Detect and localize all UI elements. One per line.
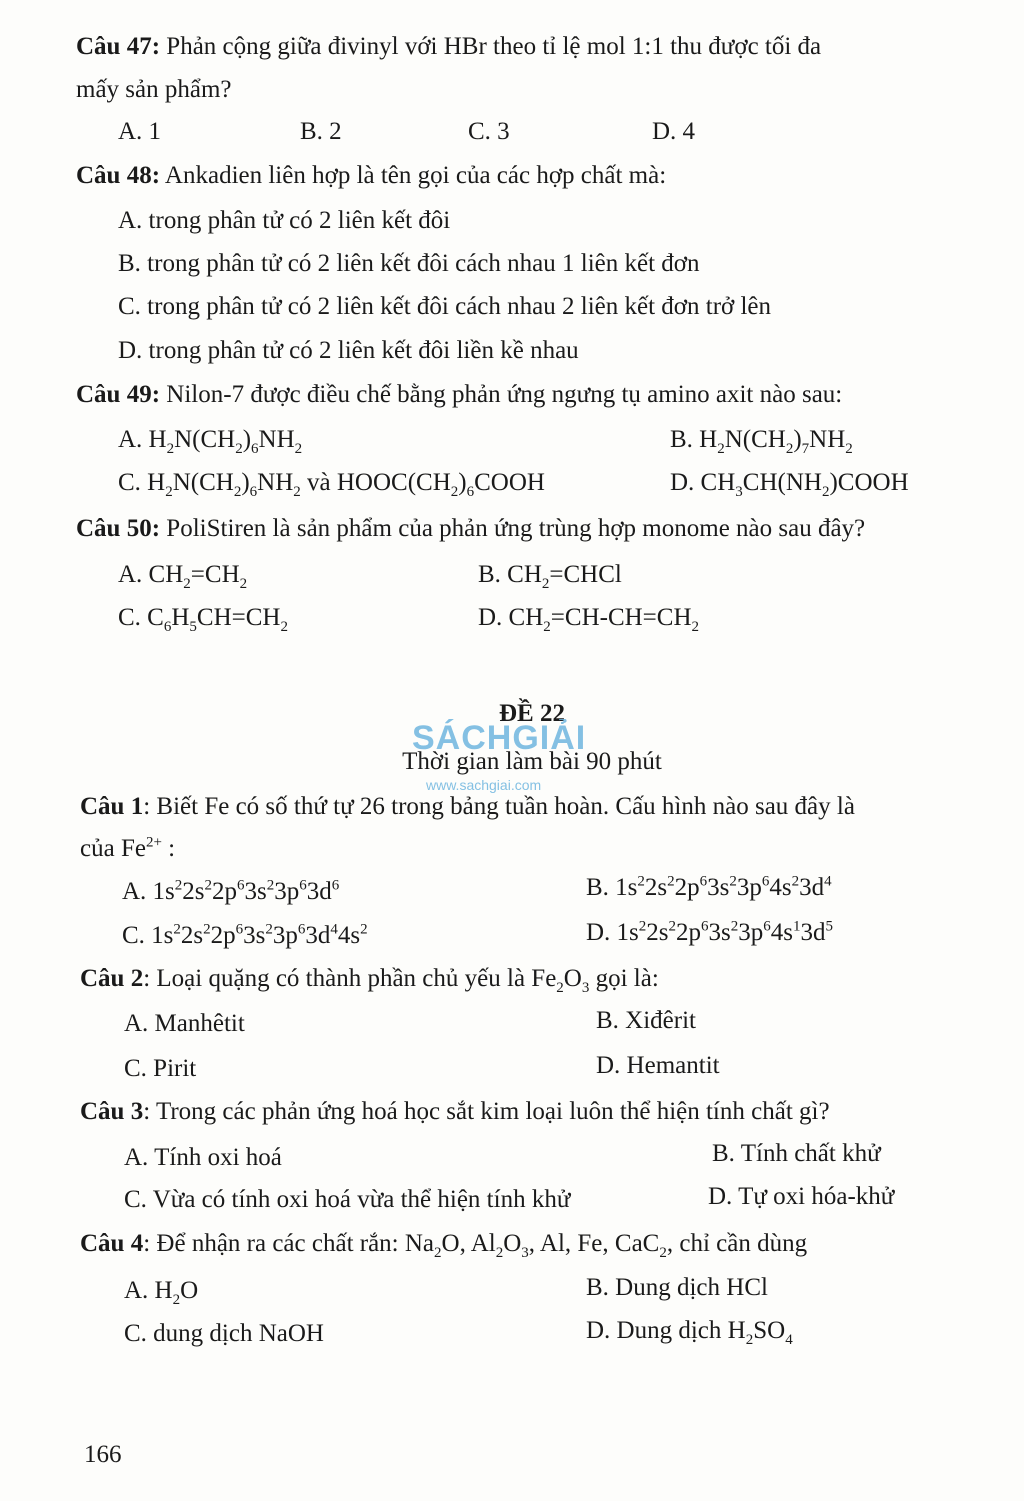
option-d: D. $CH_3CH(NH_2)COOH$ — [670, 469, 909, 500]
option-label: C. H — [118, 469, 166, 496]
option-a: A. trong phân tử có 2 liên kết đôi — [118, 207, 451, 234]
question-48 — [76, 161, 666, 191]
option-c: C. 3 — [468, 118, 510, 145]
option-c: C. $H_2N(CH_2)_6NH_2$ và $HOOC(CH_2)_6COOH$ — [118, 469, 545, 500]
question-number: Câu 48: — [76, 162, 161, 189]
question-text: Ankadien liên hợp là tên gọi của các hợp chất mà: — [160, 162, 667, 189]
question-text: : Biết Fe có số thứ tự 26 trong bảng tuần hoàn. Cấu hình nào sau đây là — [143, 793, 855, 820]
option-a: A. $CH_2=CH_2$ — [118, 561, 248, 592]
option-c: C. Vừa có tính oxi hoá vừa thể hiện tính khử — [124, 1186, 571, 1213]
watermark-url: www.sachgiai.com — [426, 777, 542, 793]
option-b: B. trong phân tử có 2 liên kết đôi cách nhau 1 liên kết đơn — [118, 250, 700, 277]
option-c: C. dung dịch NaOH — [124, 1320, 324, 1347]
question-number: Câu 47: — [76, 33, 161, 60]
option-b: B. $H_2N(CH_2)_7NH_2$ — [670, 426, 853, 457]
option-c: C. Pirit — [124, 1055, 197, 1082]
option-b: B. $CH_2=CHCl$ — [478, 561, 622, 592]
question-number: Câu 4 — [80, 1230, 144, 1257]
question-1-text-cont: của $Fe^{2+}$ : — [80, 834, 176, 862]
option-b: B. Tính chất khử — [712, 1140, 881, 1167]
option-a: A. $H_2N(CH_2)_6NH_2$ — [118, 426, 303, 457]
question-number: Câu 2 — [80, 965, 144, 992]
question-number: Câu 1 — [80, 793, 144, 820]
option-c: C. $C_6H_5CH=CH_2$ — [118, 604, 288, 635]
option-label: D. CH — [670, 469, 736, 496]
page-number: 166 — [84, 1441, 122, 1468]
option-d: D. Hemantit — [596, 1052, 720, 1079]
question-47 — [76, 32, 821, 62]
option-b: B. 2 — [300, 118, 342, 145]
option-b: B. $1s^22s^22p^63s^23p^64s^23d^4$ — [586, 873, 832, 901]
option-a: A. Tính oxi hoá — [124, 1144, 282, 1171]
question-3 — [80, 1097, 830, 1127]
option-label: A. H — [118, 426, 167, 453]
option-d: D. $CH_2=CH-CH=CH_2$ — [478, 604, 700, 635]
question-number: Câu 50: — [76, 515, 161, 542]
watermark-brand: SÁCHGIẢI — [412, 719, 587, 757]
exam-time: Thời gian làm bài 90 phút — [402, 748, 662, 775]
option-d: D. $1s^22s^22p^63s^23p^64s^13d^5$ — [586, 918, 833, 946]
option-d: D. 4 — [652, 118, 696, 145]
option-b: B. Xiđêrit — [596, 1007, 696, 1034]
question-4: Câu 4: Để nhận ra các chất rắn: $Na_2O$, $Al_2O_3$, Al, Fe, CaC$_2$, chỉ cần dùng — [80, 1230, 808, 1261]
option-b: B. Dung dịch HCl — [586, 1274, 768, 1301]
option-a: A. $H_2O$ — [124, 1277, 199, 1308]
option-a: A. Manhêtit — [124, 1010, 245, 1037]
question-text: : Trong các phản ứng hoá học sắt kim loại luôn thể hiện tính chất gì? — [143, 1098, 830, 1125]
question-number: Câu 49: — [76, 381, 161, 408]
question-number: Câu 3 — [80, 1098, 144, 1125]
question-text: Phản cộng giữa đivinyl với HBr theo tỉ lệ mol 1:1 thu được tối đa — [160, 33, 822, 60]
question-47-text-cont: mấy sản phẩm? — [76, 76, 232, 103]
option-d: D. Tự oxi hóa-khử — [708, 1183, 895, 1210]
question-50 — [76, 514, 865, 544]
option-d: D. trong phân tử có 2 liên kết đôi liền kề nhau — [118, 337, 579, 364]
question-1 — [80, 792, 855, 822]
option-c: C. $1s^22s^22p^63s^23p^63d^44s^2$ — [122, 921, 368, 949]
exam-title: ĐỀ 22 — [499, 700, 565, 727]
option-label: B. H — [670, 426, 718, 453]
question-text: PoliStiren là sản phẩm của phản ứng trùng hợp monome nào sau đây? — [160, 515, 866, 542]
question-2: Câu 2: Loại quặng có thành phần chủ yếu là $Fe_2O_3$ gọi là: — [80, 965, 659, 996]
option-a: A. $1s^22s^22p^63s^23p^63d^6$ — [122, 877, 340, 905]
question-text: Nilon-7 được điều chế bằng phản ứng ngưng tụ amino axit nào sau: — [160, 381, 843, 408]
option-d: D. Dung dịch $H_2SO_4$ — [586, 1317, 793, 1348]
question-49 — [76, 380, 842, 410]
option-a: A. 1 — [118, 118, 162, 145]
option-c: C. trong phân tử có 2 liên kết đôi cách nhau 2 liên kết đơn trở lên — [118, 293, 772, 320]
